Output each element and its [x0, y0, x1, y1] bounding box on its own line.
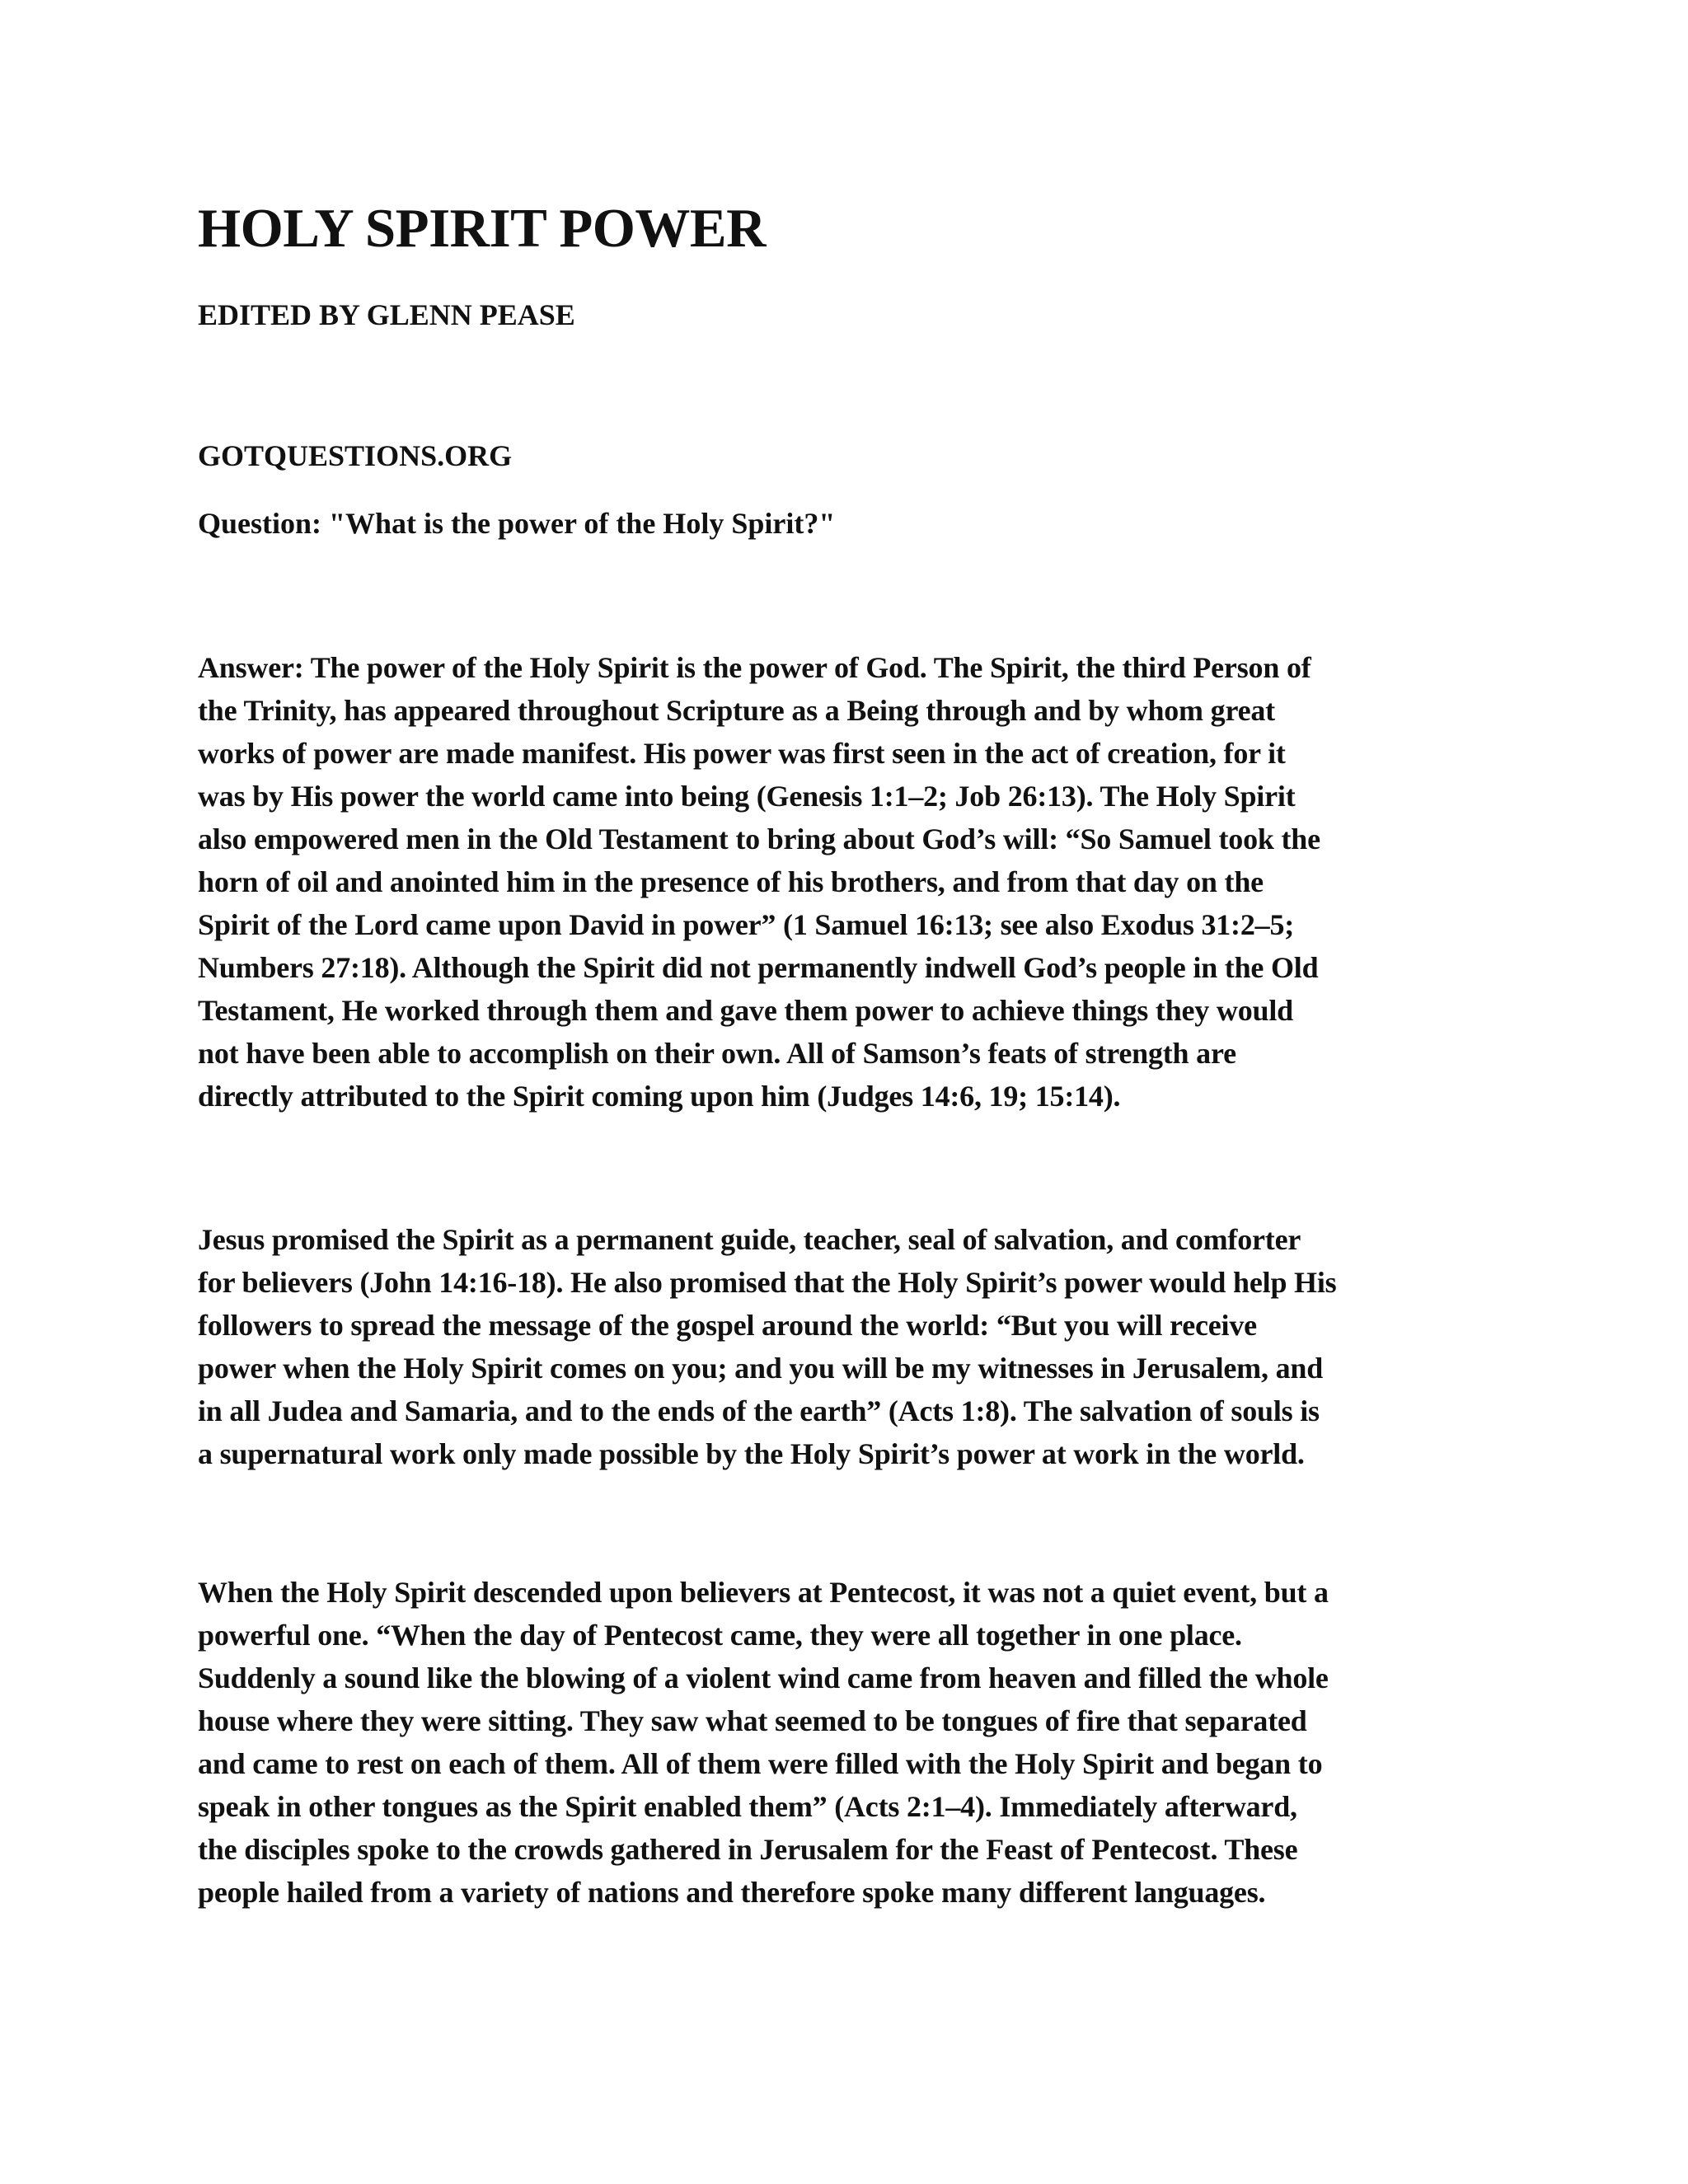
paragraph-line: people hailed from a variety of nations and therefore spoke many different languages. [198, 1876, 1266, 1909]
paragraph-line: Jesus promised the Spirit as a permanent guide, teacher, seal of salvation, and comforter [198, 1223, 1301, 1256]
paragraph-line: the disciples spoke to the crowds gathered in Jerusalem for the Feast of Pentecost. These [198, 1833, 1298, 1866]
paragraph-line: a supernatural work only made possible by the Holy Spirit’s power at work in the world. [198, 1437, 1305, 1470]
paragraph-line: Answer: The power of the Holy Spirit is the power of God. The Spirit, the third Person of [198, 651, 1311, 684]
source-line: GOTQUESTIONS.ORG [198, 439, 513, 472]
answer-paragraph [198, 646, 1500, 1118]
paragraph-line: for believers (John 14:16-18). He also promised that the Holy Spirit’s power would help His [198, 1266, 1337, 1299]
paragraph-line: powerful one. “When the day of Pentecost came, they were all together in one place. [198, 1619, 1242, 1652]
question-line: Question: "What is the power of the Holy Spirit?" [198, 507, 836, 540]
paragraph-line: Spirit of the Lord came upon David in power” (1 Samuel 16:13; see also Exodus 31:2–5; [198, 908, 1295, 941]
editor-line: EDITED BY GLENN PEASE [198, 298, 575, 331]
document-title: HOLY SPIRIT POWER [198, 198, 766, 259]
paragraph-line: Testament, He worked through them and gave them power to achieve things they would [198, 994, 1293, 1027]
paragraph-line: power when the Holy Spirit comes on you; and you will be my witnesses in Jerusalem, and [198, 1352, 1324, 1385]
paragraph-line: directly attributed to the Spirit coming upon him (Judges 14:6, 19; 15:14). [198, 1080, 1121, 1113]
paragraph-line: also empowered men in the Old Testament to bring about God’s will: “So Samuel took the [198, 823, 1320, 855]
paragraph-line: not have been able to accomplish on their own. All of Samson’s feats of strength are [198, 1037, 1236, 1070]
paragraph-line: and came to rest on each of them. All of them were filled with the Holy Spirit and began to [198, 1747, 1323, 1780]
paragraph-line: Suddenly a sound like the blowing of a violent wind came from heaven and filled the whole [198, 1661, 1329, 1694]
paragraph-line: house where they were sitting. They saw what seemed to be tongues of fire that separated [198, 1704, 1307, 1737]
paragraph-line: horn of oil and anointed him in the presence of his brothers, and from that day on the [198, 865, 1264, 898]
paragraph-line: Numbers 27:18). Although the Spirit did not permanently indwell God’s people in the Old [198, 951, 1319, 984]
paragraph-line: was by His power the world came into being (Genesis 1:1–2; Job 26:13). The Holy Spirit [198, 780, 1296, 813]
jesus-promise-paragraph [198, 1218, 1500, 1475]
pentecost-paragraph [198, 1571, 1500, 1914]
paragraph-line: followers to spread the message of the gospel around the world: “But you will receive [198, 1309, 1257, 1342]
paragraph-line: works of power are made manifest. His power was first seen in the act of creation, for it [198, 737, 1286, 770]
paragraph-line: speak in other tongues as the Spirit enabled them” (Acts 2:1–4). Immediately afterward, [198, 1790, 1297, 1823]
paragraph-line: in all Judea and Samaria, and to the ends of the earth” (Acts 1:8). The salvation of souls is [198, 1394, 1320, 1427]
paragraph-line: When the Holy Spirit descended upon believers at Pentecost, it was not a quiet event, but a [198, 1576, 1329, 1609]
paragraph-line: the Trinity, has appeared throughout Scripture as a Being through and by whom great [198, 694, 1275, 727]
